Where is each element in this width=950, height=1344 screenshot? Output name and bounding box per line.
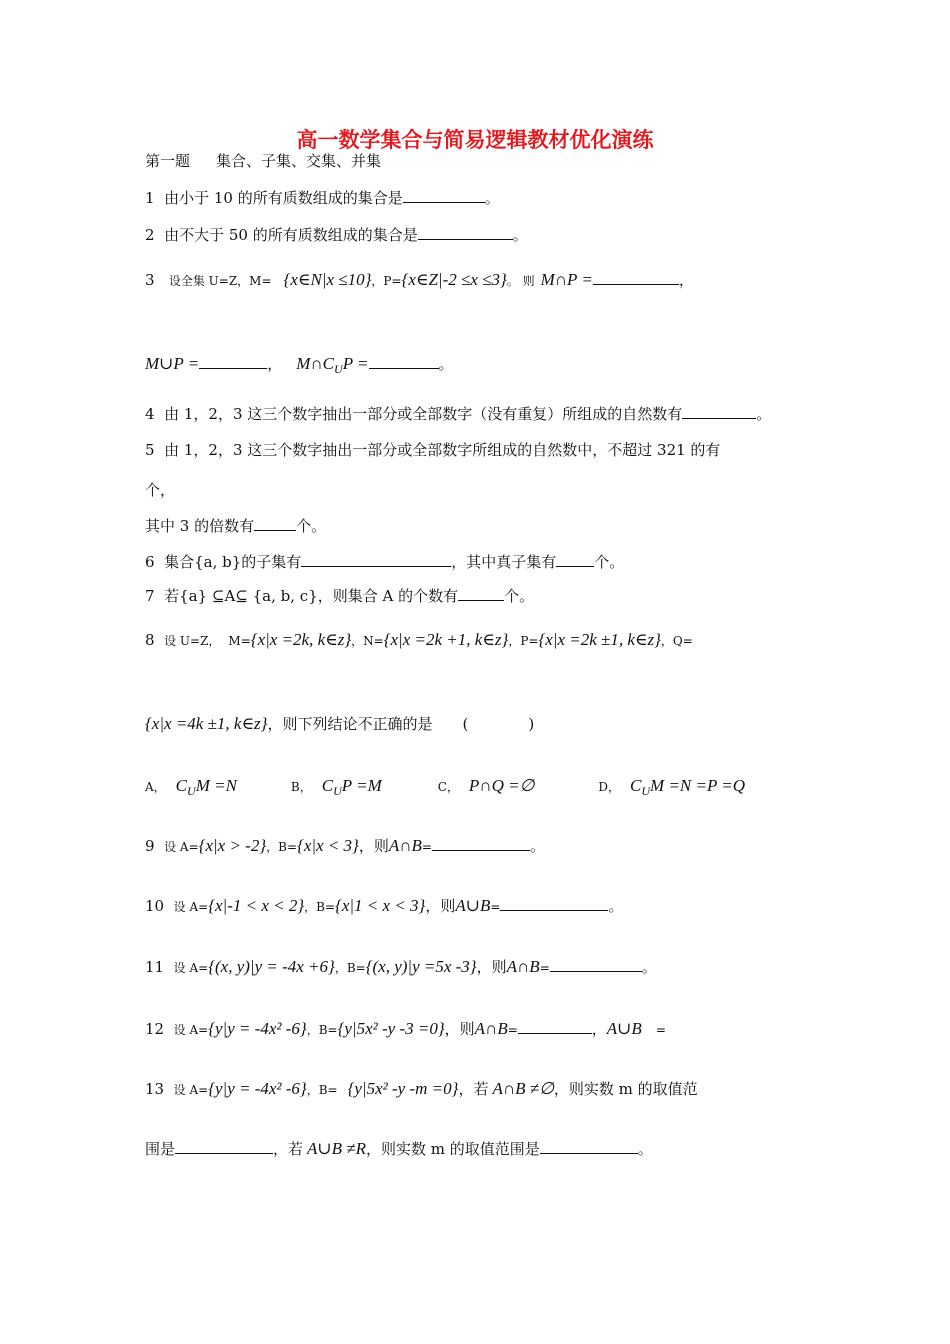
question-1: 1 由小于 10 的所有质数组成的集合是 。: [145, 189, 500, 207]
set-p: {x∈Z|-2 ≤x ≤3}: [401, 270, 507, 289]
answer-blank[interactable]: [518, 1019, 592, 1034]
answer-blank[interactable]: [199, 354, 267, 369]
question-7: 7 若{a} ⊆A⊆ {a, b, c}，则集合 A 的个数有 个。: [145, 587, 535, 605]
question-6: 6 集合{a, b}的子集有 ，其中真子集有 个。: [145, 553, 625, 571]
set-m: {x∈N|x ≤10}: [283, 270, 372, 289]
option-a[interactable]: A， $C_UM =N$: [145, 776, 237, 798]
question-5-cont: 个，: [145, 481, 176, 499]
question-3-cont: M∪P = ， $M\cap C_UP$ = 。: [145, 354, 454, 376]
answer-blank[interactable]: [175, 1139, 273, 1154]
answer-blank[interactable]: [369, 354, 439, 369]
question-4: 4 由 1，2，3 这三个数字抽出一部分或全部数字（没有重复）所组成的自然数有 。: [145, 405, 772, 423]
question-8: 8 设 U=Z， M={x|x =2k, k∈z}，N={x|x =2k +1, k∈z}，P={x|x =2k ±1, k∈z}，Q=: [145, 630, 693, 649]
answer-blank[interactable]: [682, 404, 756, 419]
answer-blank[interactable]: [403, 188, 485, 203]
question-13: 13 设 A={y|y = -4x² -6}，B= {y|5x² -y -m =0}，若 A∩B ≠∅，则实数 m 的取值范: [145, 1079, 698, 1098]
question-5-line3: 其中 3 的倍数有 个。: [145, 517, 327, 535]
answer-blank[interactable]: [418, 225, 513, 240]
section-heading: [145, 151, 381, 171]
question-2: 2 由不大于 50 的所有质数组成的集合是 。: [145, 226, 528, 244]
question-12: 12 设 A={y|y = -4x² -6}，B={y|5x² -y -3 =0}，则A∩B= ，A∪B =: [145, 1019, 666, 1038]
section-topic: 集合、子集、交集、并集: [216, 152, 382, 170]
question-9: 9 设 A={x|x > -2}，B={x|x < 3}，则A∩B= 。: [145, 836, 545, 855]
question-8-options: [145, 776, 745, 801]
answer-blank[interactable]: [593, 270, 679, 285]
page-title: 高一数学集合与简易逻辑教材优化演练: [296, 128, 654, 152]
answer-blank[interactable]: [556, 552, 594, 567]
question-11: 11 设 A={(x, y)|y = -4x +6}，B={(x, y)|y =5x -3}，则A∩B= 。: [145, 957, 657, 976]
answer-blank[interactable]: [540, 1139, 638, 1154]
question-13-cont: 围是 ，若 A∪B ≠R，则实数 m 的取值范围是 。: [145, 1139, 653, 1158]
question-5: 5 由 1，2，3 这三个数字抽出一部分或全部数字所组成的自然数中，不超过 321 的有: [145, 441, 721, 459]
question-10: 10 设 A={x|-1 < x < 2}，B={x|1 < x < 3}，则A∪B= 。: [145, 896, 624, 915]
option-d[interactable]: D， $C_UM =N =P =Q$: [598, 776, 746, 798]
option-b[interactable]: B， $C_UP =M$: [290, 776, 382, 798]
question-3: 3 设全集 U=Z，M= {x∈N|x ≤10}，P={x∈Z|-2 ≤x ≤3}。 则 M∩P = ，: [145, 270, 694, 289]
answer-blank[interactable]: [458, 586, 504, 601]
option-c[interactable]: C， P∩Q =∅: [437, 776, 535, 795]
answer-blank[interactable]: [301, 552, 451, 567]
answer-blank[interactable]: [500, 896, 608, 911]
answer-blank[interactable]: [254, 516, 296, 531]
answer-blank[interactable]: [550, 957, 642, 972]
section-label: 第一题: [145, 152, 191, 170]
answer-blank[interactable]: [432, 836, 530, 851]
question-8-cont: {x|x =4k ±1, k∈z}，则下列结论不正确的是 ( ): [145, 714, 535, 733]
